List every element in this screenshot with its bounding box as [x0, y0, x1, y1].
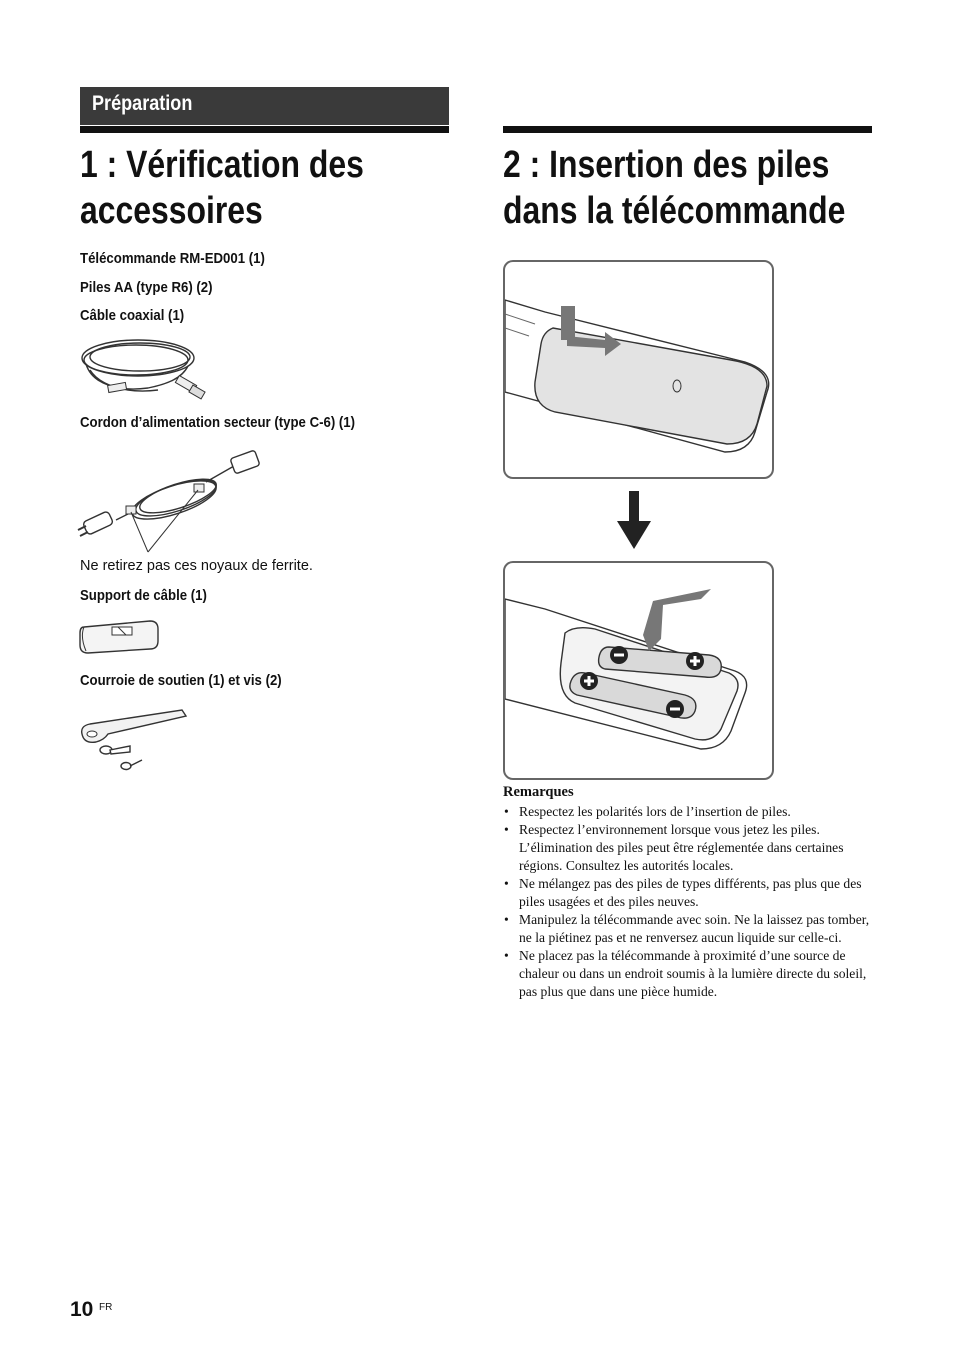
remote-batteries-illustration: [505, 563, 774, 780]
accessory-coax-cable: Câble coaxial (1): [80, 307, 185, 324]
remark-item: • Respectez l’environnement lorsque vous jetez les piles. L’élimination des piles peut être réglementée dans certaines régions. Consultez les autorités locales.: [503, 821, 873, 875]
heading-insertion-line2: dans la télécommande: [503, 190, 846, 232]
right-rule: [503, 126, 872, 133]
accessory-batteries: Piles AA (type R6) (2): [80, 279, 213, 296]
heading-verification-line2: accessoires: [80, 190, 263, 232]
strap-screws-illustration: [78, 704, 190, 778]
page-language: FR: [99, 1302, 113, 1313]
power-cord-illustration: [76, 446, 268, 556]
figure-open-cover: [503, 260, 774, 479]
heading-insertion-line1: 2 : Insertion des piles: [503, 144, 830, 186]
remarks-title: Remarques: [503, 784, 574, 800]
remark-item: • Ne mélangez pas des piles de types différents, pas plus que des piles usagées et des piles neuves.: [503, 875, 873, 911]
remarks-list: [503, 803, 873, 1001]
ferrite-note: Ne retirez pas ces noyaux de ferrite.: [80, 558, 313, 574]
cable-holder-illustration: [78, 617, 162, 657]
accessory-strap-screws: Courroie de soutien (1) et vis (2): [80, 672, 282, 689]
figure-insert-batteries: [503, 561, 774, 780]
section-header: [80, 87, 449, 125]
section-title: Préparation: [92, 92, 193, 115]
accessory-power-cord: Cordon d’alimentation secteur (type C-6) (1): [80, 414, 356, 431]
accessory-cable-holder: Support de câble (1): [80, 587, 207, 604]
heading-verification-line1: 1 : Vérification des: [80, 144, 364, 186]
page-number: 10: [70, 1298, 94, 1321]
remote-cover-illustration: [505, 262, 774, 479]
remark-item: • Manipulez la télécommande avec soin. Ne la laissez pas tomber, ne la piétinez pas et ne renversez aucun liquide sur celle-ci.: [503, 911, 873, 947]
left-rule: [80, 126, 449, 133]
coax-cable-illustration: [78, 336, 210, 406]
remarks-section: [503, 783, 873, 1001]
accessory-remote: Télécommande RM-ED001 (1): [80, 250, 265, 267]
remark-item: • Ne placez pas la télécommande à proximité d’une source de chaleur ou dans un endroit soumis à la lumière directe du soleil, pas plus que dans une pièce humide.: [503, 947, 873, 1001]
remark-item: • Respectez les polarités lors de l’insertion de piles.: [503, 803, 873, 821]
arrow-down-icon: [617, 491, 651, 549]
